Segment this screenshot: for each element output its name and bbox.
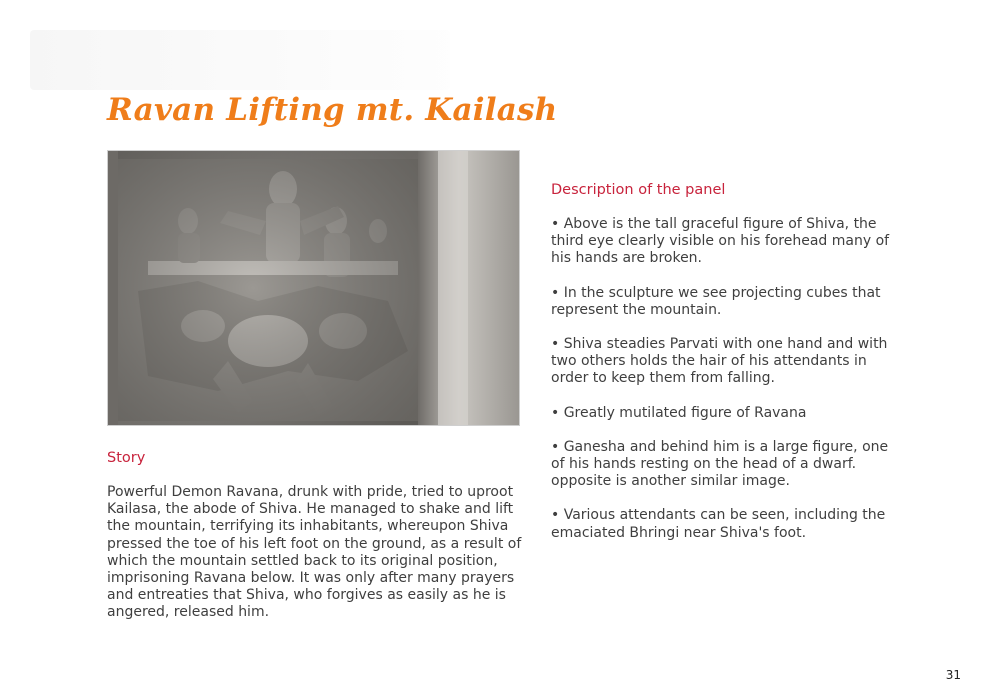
story-text: Powerful Demon Ravana, drunk with pride, tried to uproot Kailasa, the abode of Shiva. He managed to shake and lift the mountain, terrifying its inhabitants, whereupon Shiva pressed the toe of his left foot on the ground, as a result of which the mountain settled back to its original position, imprisoning Ravana below. It was only after many prayers and entreaties that Shiva, who forgives as easily as he is angered, released him. <box>107 484 522 621</box>
description-list <box>551 216 896 559</box>
description-item: • Shiva steadies Parvati with one hand and with two others holds the hair of his attendants in order to keep them from falling. <box>551 336 888 387</box>
description-item: • In the sculpture we see projecting cubes that represent the mountain. <box>551 284 881 318</box>
description-heading: Description of the panel <box>551 182 726 198</box>
page-title: Ravan Lifting mt. Kailash <box>107 92 558 128</box>
description-item: • Various attendants can be seen, including the emaciated Bhringi near Shiva's foot. <box>551 507 886 541</box>
page-number: 31 <box>945 668 961 682</box>
description-item: • Greatly mutilated figure of Ravana <box>551 404 807 421</box>
sculpture-photo <box>107 150 520 426</box>
background-watermark <box>30 30 450 90</box>
description-item: • Above is the tall graceful figure of Shiva, the third eye clearly visible on his forehead many of his hands are broken. <box>551 216 890 267</box>
description-item: • Ganesha and behind him is a large figure, one of his hands resting on the head of a dwarf. opposite is another similar image. <box>551 438 889 490</box>
story-heading: Story <box>107 450 146 466</box>
